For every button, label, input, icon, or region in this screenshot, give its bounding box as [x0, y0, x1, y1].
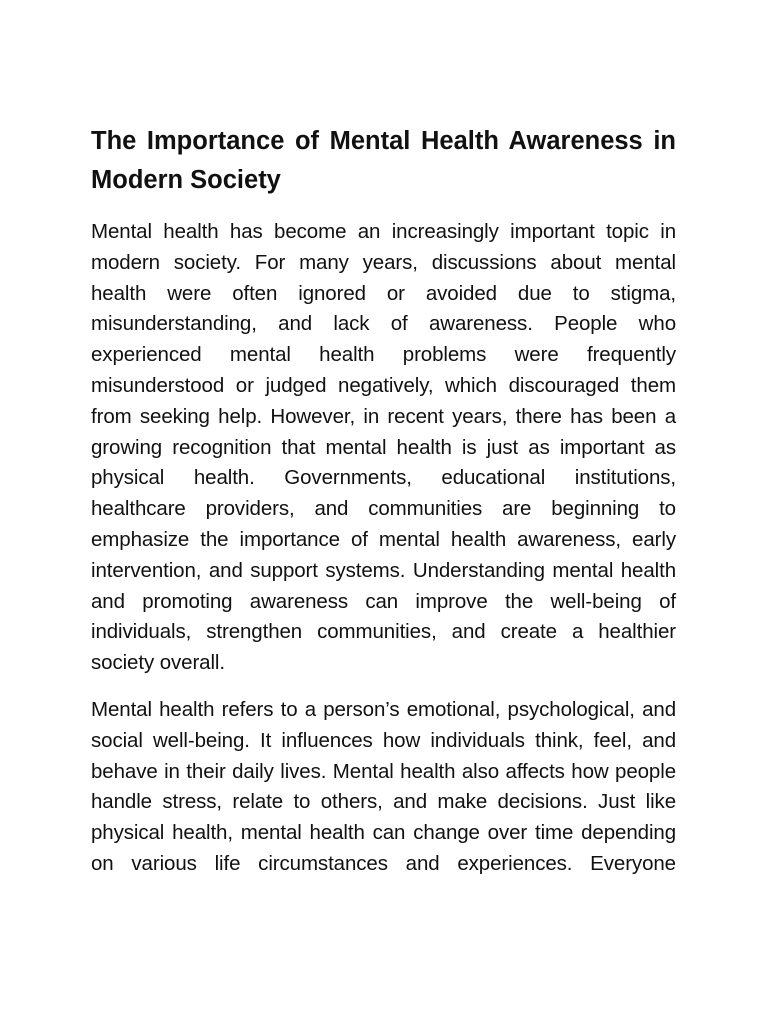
paragraph-intro: Mental health has become an increasingly important topic in modern society. For many years, discussions about mental health were often ignored or avoided due to stigma, misunderstanding, and lack of awareness. People who experienced mental health problems were frequently misunderstood or judged negatively, which discouraged them from seeking help. However, in recent years, there has been a growing recognition that mental health is just as important as physical health. Governments, educational institutions, healthcare providers, and communities are beginning to emphasize the importance of mental health awareness, early intervention, and support systems. Understanding mental health and promoting awareness can improve the well-being of individuals, strengthen communities, and create a healthier society overall.: [91, 220, 676, 675]
document-title: The Importance of Mental Health Awareness in Modern Society: [91, 127, 676, 194]
paragraph-definition: Mental health refers to a person’s emotional, psychological, and social well-being. It influences how individuals think, feel, and behave in their daily lives. Mental health also affects how people handle stress, relate to others, and make decisions. Just like physical health, mental health can change over time depending on various life circumstances and experiences. Everyone: [91, 697, 676, 875]
document-page: [91, 122, 676, 896]
